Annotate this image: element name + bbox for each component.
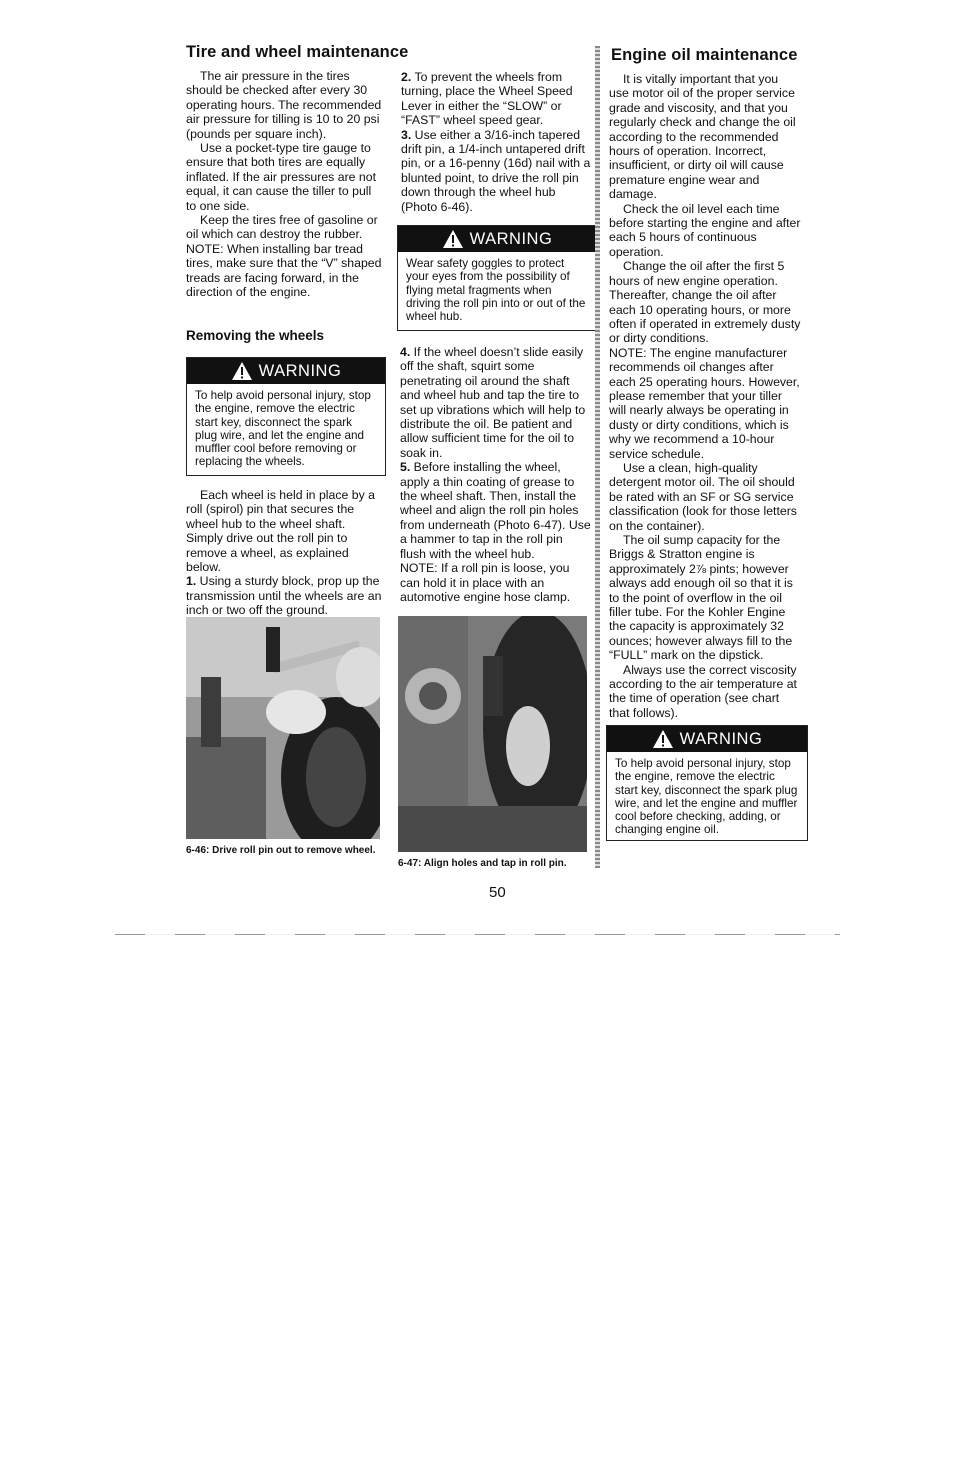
warning-text: To help avoid personal injury, stop the engine, remove the electric start key, disconnect the spark plug wire, and let the engine and muffler cool before checking, adding, or changing engine oil.: [615, 757, 798, 837]
tire-section-body: [186, 69, 382, 300]
tire-para-1: The air pressure in the tires should be checked after every 30 operating hours. The recommended air pressure for tilling is 10 to 20 psi (pounds per square inch).: [186, 69, 382, 141]
step-number: 2.: [401, 70, 412, 84]
caption-6-47: 6-47: Align holes and tap in roll pin.: [398, 858, 567, 869]
warning-triangle-icon: [442, 229, 464, 249]
step-number: 4.: [400, 345, 411, 359]
step-number: 1.: [186, 574, 197, 589]
warning-label: WARNING: [469, 229, 553, 248]
column-divider: [595, 46, 600, 868]
oil-para-1: It is vitally important that you use motor oil of the proper service grade and viscosity, and that you regularly check and change the oil according to the recommended hours of operation. Incorrect, insufficient, or dirty oil will cause premature engine wear and damage.: [609, 72, 796, 202]
middle-steps-bottom: [400, 345, 592, 604]
scan-edge-line: [115, 934, 840, 935]
page-number: 50: [489, 884, 506, 901]
warning-box-middle: [397, 225, 597, 331]
oil-para-7: Always use the correct viscosity according to the air temperature at the time of operation (see chart that follows).: [609, 662, 797, 720]
warning-header: [398, 226, 596, 252]
engine-oil-body: [609, 72, 801, 720]
roll-pin-note: NOTE: If a roll pin is loose, you can hold it in place with an automotive engine hose clamp.: [400, 561, 571, 604]
step-2: [401, 70, 595, 128]
tire-note: NOTE: When installing bar tread tires, make sure that the “V” shaped treads are facing forward, in the direction of the engine.: [186, 241, 382, 300]
warning-header: [607, 726, 807, 752]
photo-hammer-wheel-image: [186, 617, 380, 839]
oil-para-2: Check the oil level each time before starting the engine and after each 5 hours of continuous operation.: [609, 201, 801, 259]
oil-para-5: Use a clean, high-quality detergent motor oil. The oil should be rated with an SF or SG service classification (look for those letters on the container).: [609, 460, 797, 533]
tire-section-title: Tire and wheel maintenance: [186, 43, 409, 61]
photo-align-holes-image: [398, 616, 587, 852]
tire-para-2: Use a pocket-type tire gauge to ensure that both tires are equally inflated. If the air pressures are not equal, it can cause the tiller to pull to one side.: [186, 141, 377, 213]
removing-wheels-subtitle: Removing the wheels: [186, 328, 325, 343]
warning-triangle-icon: [652, 729, 674, 749]
step-3: [401, 128, 595, 214]
warning-label: WARNING: [258, 361, 342, 380]
oil-note: NOTE: The engine manufacturer recommends oil changes after each 25 operating hours. However, please remember that your tiller will nearly always be operating in dusty or dirty conditions, which is why we recommend a 10-hour service schedule.: [609, 345, 800, 461]
caption-6-46: 6-46: Drive roll pin out to remove wheel.: [186, 845, 376, 856]
warning-triangle-icon: [231, 361, 253, 381]
warning-header: [187, 358, 385, 384]
step-4: [400, 345, 592, 460]
warning-text: Wear safety goggles to protect your eyes from the possibility of flying metal fragments when driving the roll pin into or out of the wheel hub.: [406, 257, 586, 324]
step-text: To prevent the wheels from turning, place the Wheel Speed Lever in either the “SLOW” or “FAST” wheel speed gear.: [401, 70, 573, 128]
step-number: 5.: [400, 460, 411, 475]
step-number: 3.: [401, 127, 412, 142]
engine-oil-title: Engine oil maintenance: [611, 46, 798, 64]
step-text: Use either a 3/16-inch tapered drift pin, a 1/4-inch untapered drift pin, or a 16-penny (16d) nail with a blunted point, to drive the roll pin down through the wheel hub (Photo 6-46).: [401, 127, 591, 214]
oil-para-3: Change the oil after the first 5 hours of new engine operation. Thereafter, change the oil after each 10 operating hours, or more often if operated in extremely dusty or dirty conditions.: [609, 259, 801, 346]
middle-steps-top: [401, 70, 595, 214]
photo-6-47: [398, 616, 587, 852]
removing-wheels-body: [186, 488, 382, 618]
step-1: [186, 574, 382, 617]
oil-para-6: The oil sump capacity for the Briggs & Stratton engine is approximately 2⅞ pints; however always add enough oil so that it is to the point of overflow in the oil filler tube. For the Kohler Engine the capacity is approximately 32 ounces; however always fill to the “FULL” mark on the dipstick.: [609, 533, 793, 663]
warning-text: To help avoid personal injury, stop the engine, remove the electric start key, disconnect the spark plug wire, and let the engine and muffler cool before removing or replacing the wheels.: [195, 389, 371, 469]
warning-box-left: [186, 357, 386, 476]
photo-6-46: [186, 617, 380, 839]
step-text: Using a sturdy block, prop up the transmission until the wheels are an inch or two off the ground.: [186, 574, 382, 618]
step-text: If the wheel doesn’t slide easily off the shaft, squirt some penetrating oil around the shaft and wheel hub and tap the tire to set up vibrations which will help to distribute the oil. Be patient and allow sufficient time for the oil to soak in.: [400, 345, 586, 460]
step-5: [400, 460, 592, 561]
roll-pin-para: Each wheel is held in place by a roll (spirol) pin that secures the wheel hub to the wheel shaft. Simply drive out the roll pin to remove a wheel, as explained below.: [186, 488, 375, 575]
warning-label: WARNING: [679, 729, 763, 748]
warning-box-right: [606, 725, 808, 841]
step-text: Before installing the wheel, apply a thin coating of grease to the wheel shaft. Then, install the wheel and align the roll pin holes from underneath (Photo 6-47). Use a hammer to tap in the roll pin flush with the wheel hub.: [400, 460, 591, 561]
tire-para-3: Keep the tires free of gasoline or oil which can destroy the rubber.: [186, 213, 378, 242]
